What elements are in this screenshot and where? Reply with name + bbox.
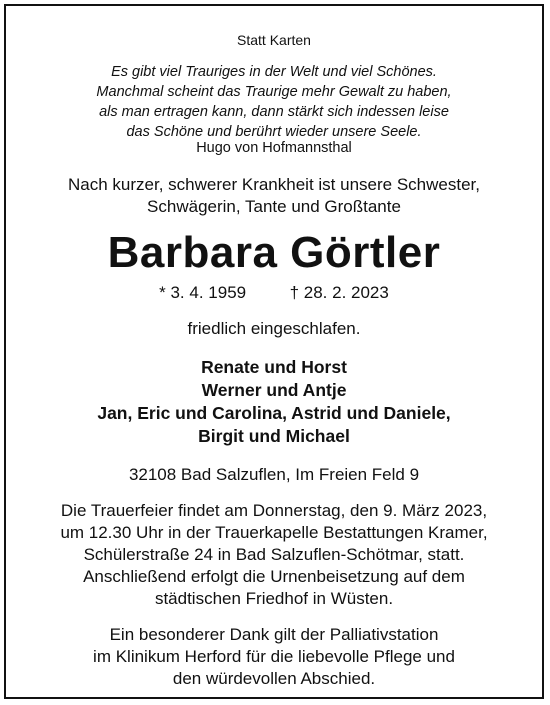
life-dates	[6, 282, 542, 304]
address: 32108 Bad Salzuflen, Im Freien Feld 9	[128, 465, 420, 484]
passed-text: friedlich eingeschlafen.	[187, 319, 361, 338]
obituary-card	[4, 4, 544, 699]
mourner-line-1: Renate und Horst	[201, 357, 347, 377]
funeral-line-3: Schülerstraße 24 in Bad Salzuflen-Schötmar, statt.	[83, 545, 465, 564]
intro-line-2: Schwägerin, Tante und Großtante	[147, 197, 401, 216]
mourner-line-4: Birgit und Michael	[198, 426, 350, 446]
death-date: † 28. 2. 2023	[289, 283, 389, 302]
intro-line-1: Nach kurzer, schwerer Krankheit ist unsere Schwester,	[68, 175, 480, 194]
quote-line-1: Es gibt viel Trauriges in der Welt und viel Schönes.	[111, 64, 437, 80]
header-text: Statt Karten	[237, 32, 311, 48]
quote-line-4: das Schöne und berührt wieder unsere Seele.	[126, 124, 422, 140]
funeral-line-1: Die Trauerfeier findet am Donnerstag, den 9. März 2023,	[60, 501, 488, 520]
quote-line-3: als man ertragen kann, dann stärkt sich indessen leise	[99, 104, 449, 120]
funeral-line-4: Anschließend erfolgt die Urnenbeisetzung auf dem	[83, 567, 465, 586]
deceased-name: Barbara Görtler	[107, 228, 441, 277]
birth-date: * 3. 4. 1959	[159, 283, 247, 302]
mourner-line-3: Jan, Eric und Carolina, Astrid und Daniele,	[97, 403, 451, 423]
mourner-line-2: Werner und Antje	[201, 380, 347, 400]
quote-line-2: Manchmal scheint das Traurige mehr Gewalt zu haben,	[96, 84, 452, 100]
funeral-line-2: um 12.30 Uhr in der Trauerkapelle Bestattungen Kramer,	[60, 523, 488, 542]
thanks-line-1: Ein besonderer Dank gilt der Palliativstation	[109, 625, 439, 644]
funeral-line-5: städtischen Friedhof in Wüsten.	[154, 589, 394, 608]
thanks-line-3: den würdevollen Abschied.	[172, 669, 376, 688]
thanks-line-2: im Klinikum Herford für die liebevolle Pflege und	[93, 647, 455, 666]
quote-author: Hugo von Hofmannsthal	[196, 140, 352, 156]
